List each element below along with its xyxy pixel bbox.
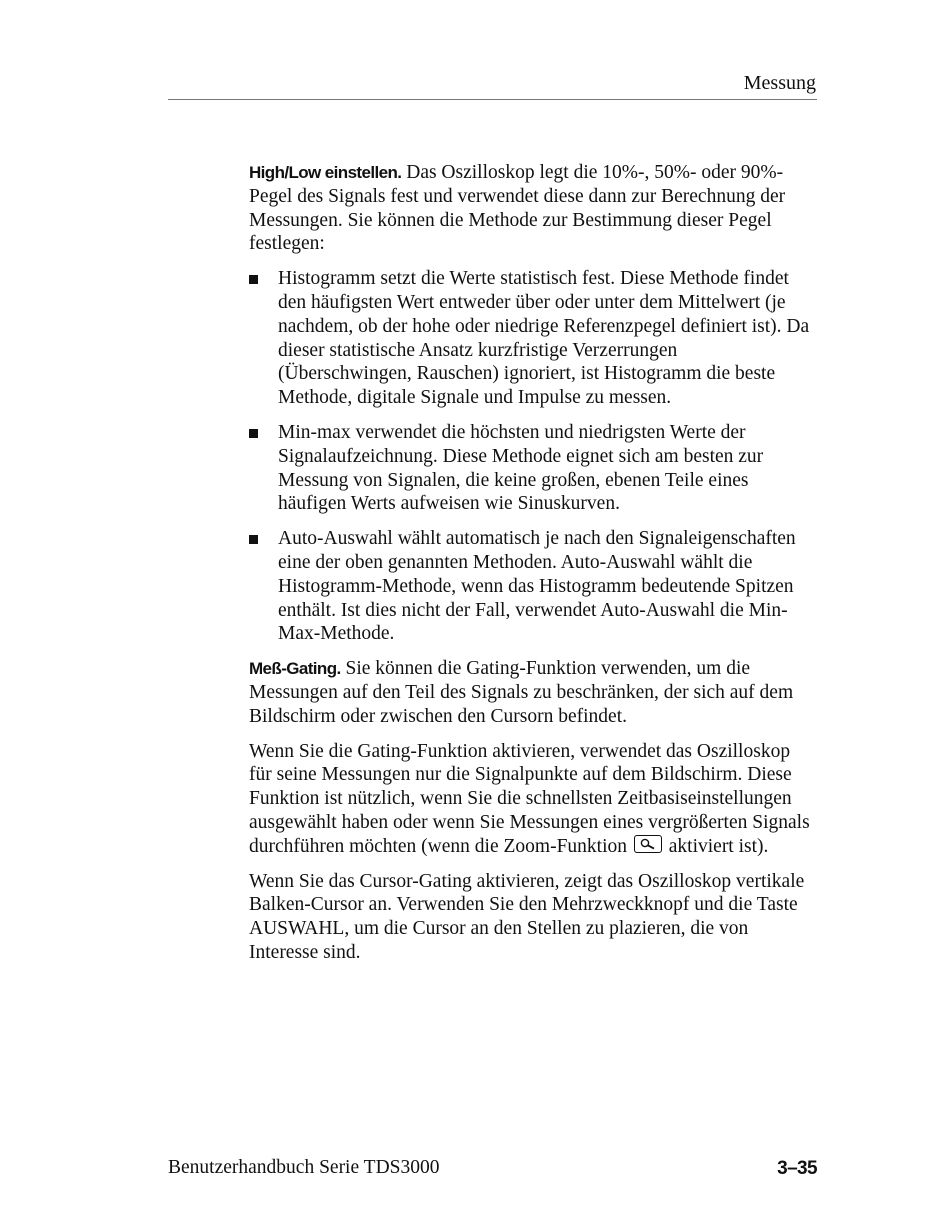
page-number: 3–35 bbox=[777, 1158, 817, 1179]
bullet-square-icon bbox=[249, 275, 258, 284]
zoom-magnifier-icon bbox=[634, 835, 662, 853]
bullet-square-icon bbox=[249, 429, 258, 438]
list-item-text: Min-max verwendet die höchsten und niedrigsten Werte der Signalaufzeichnung. Diese Methode eignet sich am besten zur Messung von Signalen, die keine großen, ebenen Teile eines häufigen Werts aufweisen wie Sinuskurven. bbox=[278, 421, 764, 515]
highlow-paragraph bbox=[249, 161, 811, 256]
header-rule bbox=[168, 99, 817, 100]
gating-lead: Meß-Gating. bbox=[249, 659, 341, 679]
gating-paragraph bbox=[249, 657, 811, 728]
footer-manual-title: Benutzerhandbuch Serie TDS3000 bbox=[168, 1157, 440, 1178]
list-item-text: Auto-Auswahl wählt automatisch je nach den Signaleigenschaften eine der oben genannten Methoden. Auto-Auswahl wählt die Histogramm-Methode, wenn das Histogramm bedeutende Spitzen enthält. Ist dies nicht der Fall, verwendet Auto-Auswahl die Min-Max-Methode. bbox=[278, 528, 796, 645]
cursor-gating-paragraph: Wenn Sie das Cursor-Gating aktivieren, zeigt das Oszilloskop vertikale Balken-Cursor an. Verwenden Sie den Mehrzweckknopf und die Taste AUSWAHL, um die Cursor an den Stellen zu plazieren, die von Interesse sind. bbox=[249, 870, 805, 963]
list-item bbox=[249, 267, 811, 410]
list-item bbox=[249, 527, 811, 646]
gating-text: Sie können die Gating-Funktion verwenden, um die Messungen auf den Teil des Signals zu beschränken, der sich auf dem Bildschirm oder zwischen den Cursorn befindet. bbox=[249, 658, 794, 727]
bullet-square-icon bbox=[249, 535, 258, 544]
list-item bbox=[249, 421, 811, 516]
list-item-text: Histogramm setzt die Werte statistisch fest. Diese Methode findet den häufigsten Wert entweder über oder unter dem Mittelwert (je nachdem, ob der hohe oder niedrige Referenzpegel definiert ist). Da dieser statistische Ansatz kurzfristige Verzerrungen (Überschwingen, Rauschen) ignoriert, ist Histogramm die beste Methode, digitale Signale und Impulse zu messen. bbox=[278, 268, 810, 409]
highlow-text: Das Oszilloskop legt die 10%-, 50%- oder 90%-Pegel des Signals fest und verwendet diese dann zur Berechnung der Messungen. Sie können die Methode zur Bestimmung dieser Pegel festlegen: bbox=[249, 162, 786, 255]
gating-detail-paragraph bbox=[249, 740, 811, 859]
highlow-lead: High/Low einstellen. bbox=[249, 163, 402, 182]
page-content bbox=[249, 161, 811, 976]
gating-detail-text: Wenn Sie die Gating-Funktion aktivieren, verwendet das Oszilloskop für seine Messungen nur die Signalpunkte auf dem Bildschirm. Diese Funktion ist nützlich, wenn Sie die schnellsten Zeitbasiseinstellungen ausgewählt haben oder wenn Sie Messungen eines vergrößerten Signals durchführen möchten (wenn die Zoom-Funktion bbox=[249, 740, 810, 857]
running-header: Messung bbox=[743, 72, 816, 94]
method-list bbox=[249, 267, 811, 646]
gating-detail-text-end: aktiviert ist). bbox=[663, 835, 769, 857]
